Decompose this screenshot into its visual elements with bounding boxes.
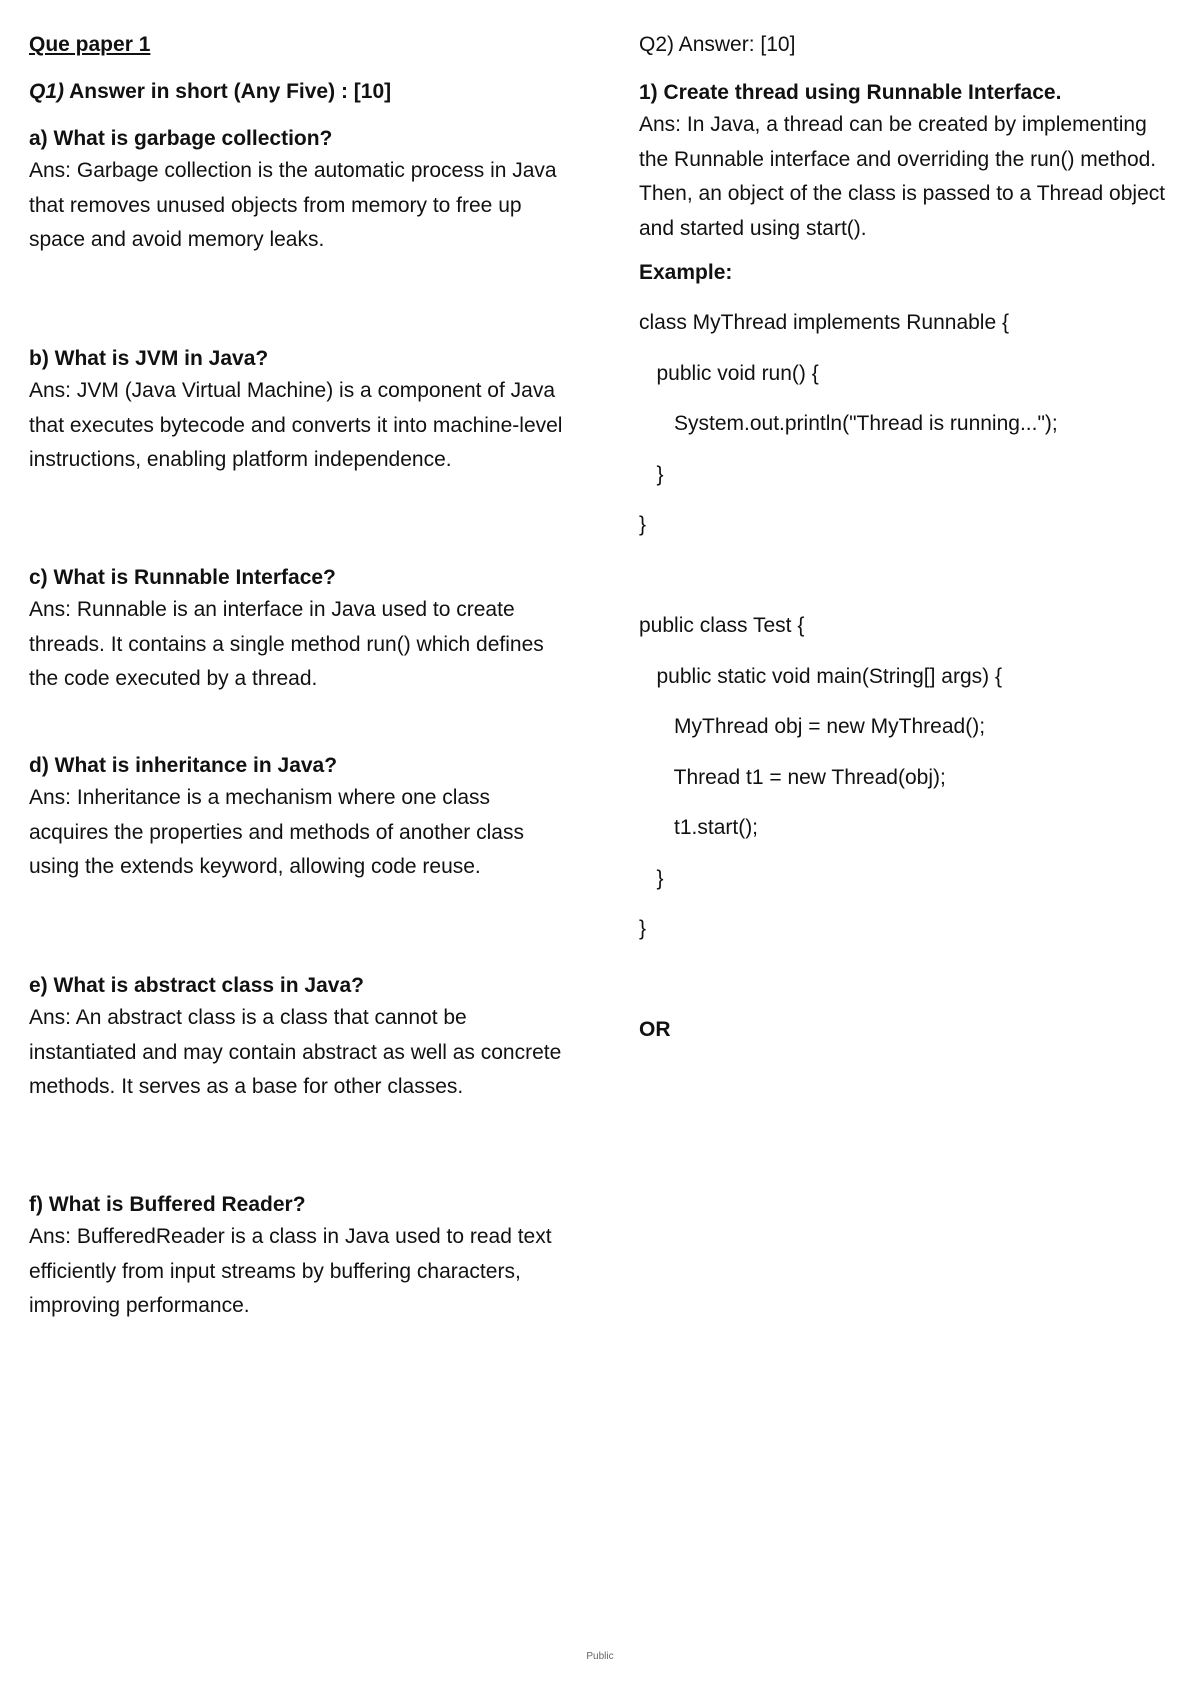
qa-block-e bbox=[29, 971, 574, 1190]
code-line: public static void main(String[] args) { bbox=[639, 664, 1002, 688]
question-d: d) What is inheritance in Java? bbox=[29, 754, 338, 777]
code-line: } bbox=[639, 917, 647, 940]
code-line: class MyThread implements Runnable { bbox=[639, 311, 1010, 334]
code-line: } bbox=[639, 462, 664, 486]
example-label: Example: bbox=[639, 261, 733, 284]
answer-a: Ans: Garbage collection is the automatic process in Java that removes unused objects from memory to free up space and avoid memory leaks. bbox=[29, 159, 557, 251]
qa-block-a bbox=[29, 124, 574, 344]
or-label: OR bbox=[639, 1018, 671, 1041]
code-line: } bbox=[639, 866, 664, 890]
code-line: t1.start(); bbox=[639, 816, 759, 839]
question-e: e) What is abstract class in Java? bbox=[29, 974, 364, 997]
code-line: Thread t1 = new Thread(obj); bbox=[639, 765, 946, 789]
q2-heading: Q2) Answer: [10] bbox=[639, 33, 796, 56]
answer-c: Ans: Runnable is an interface in Java used to create threads. It contains a single method run() which defines the code executed by a thread. bbox=[29, 598, 544, 690]
question-b: b) What is JVM in Java? bbox=[29, 347, 269, 370]
question-c: c) What is Runnable Interface? bbox=[29, 566, 336, 589]
code-line: System.out.println("Thread is running..."); bbox=[639, 412, 1058, 435]
code-line bbox=[639, 965, 1179, 1016]
left-column bbox=[29, 28, 574, 1324]
qa-block-c bbox=[29, 563, 574, 751]
right-column bbox=[639, 28, 1179, 1045]
code-line: } bbox=[639, 513, 647, 536]
answer-e: Ans: An abstract class is a class that cannot be instantiated and may contain abstract as well as concrete methods. It serves as a base for other classes. bbox=[29, 1006, 562, 1098]
code-line: MyThread obj = new MyThread(); bbox=[639, 715, 986, 738]
answer-f: Ans: BufferedReader is a class in Java used to read text efficiently from input streams by buffering characters, improving performance. bbox=[29, 1225, 552, 1317]
qa-block-d bbox=[29, 751, 574, 971]
answer-d: Ans: Inheritance is a mechanism where one class acquires the properties and methods of another class using the extends keyword, allowing code reuse. bbox=[29, 786, 524, 878]
q1-heading-text: Answer in short (Any Five) : [10] bbox=[64, 80, 392, 103]
code-line bbox=[639, 561, 1179, 612]
code-line: public class Test { bbox=[639, 614, 805, 637]
question-a: a) What is garbage collection? bbox=[29, 127, 333, 150]
q2-answer: Ans: In Java, a thread can be created by implementing the Runnable interface and overriding the run() method. Then, an object of the class is passed to a Thread object and started using start(). bbox=[639, 113, 1166, 240]
footer-classification-label: Public bbox=[586, 1651, 614, 1662]
code-example bbox=[639, 308, 1179, 1015]
code-line: public void run() { bbox=[639, 361, 819, 385]
page-title: Que paper 1 bbox=[29, 33, 151, 56]
answer-b: Ans: JVM (Java Virtual Machine) is a component of Java that executes bytecode and converts it into machine-level instructions, enabling platform independence. bbox=[29, 379, 563, 471]
q1-heading bbox=[29, 78, 574, 106]
q1-number: Q1) bbox=[29, 80, 65, 103]
qa-block-f bbox=[29, 1190, 574, 1324]
qa-block-b bbox=[29, 344, 574, 563]
q2-sub-heading: 1) Create thread using Runnable Interface. bbox=[639, 81, 1062, 104]
question-f: f) What is Buffered Reader? bbox=[29, 1193, 306, 1216]
